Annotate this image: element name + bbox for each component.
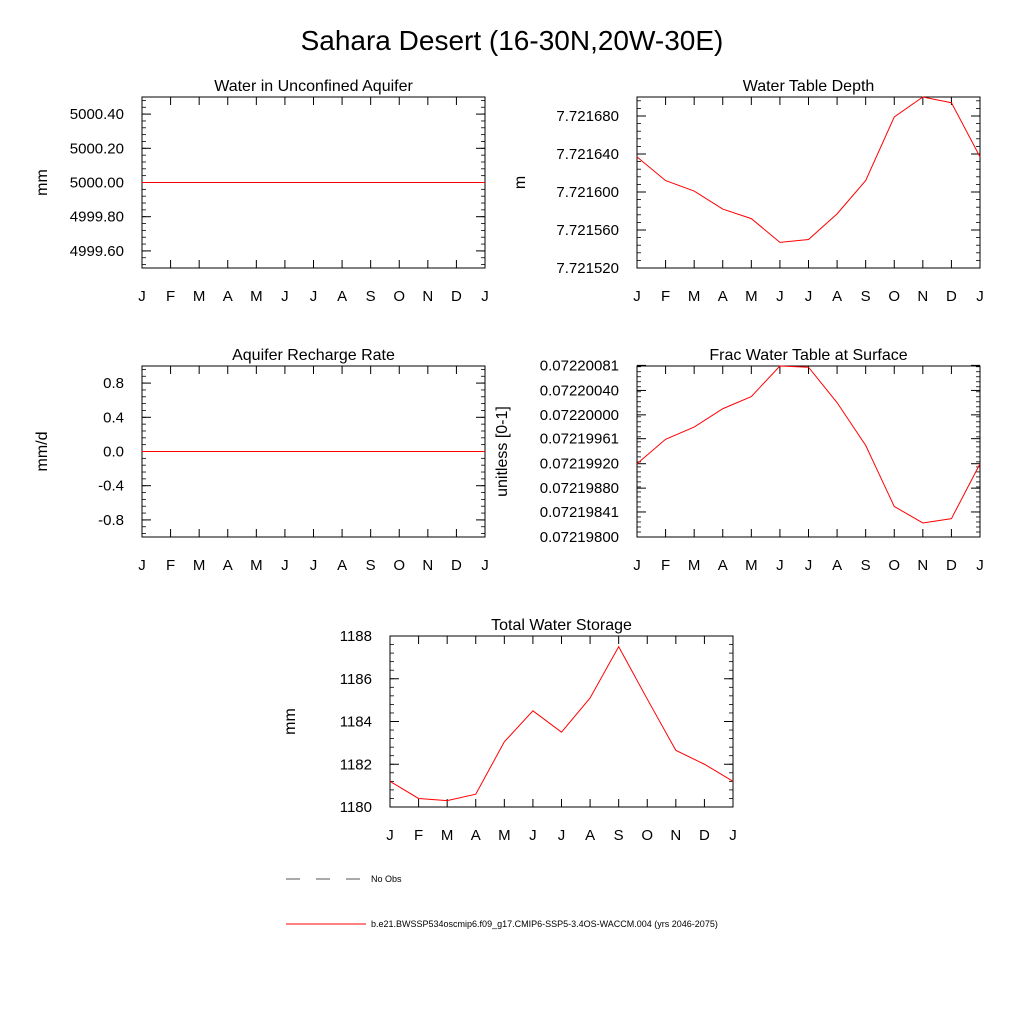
x-tick-label: F — [660, 288, 671, 305]
plot-frame — [390, 636, 733, 807]
x-tick-label: D — [698, 827, 710, 844]
x-tick-label: M — [192, 557, 206, 574]
x-tick-label: N — [917, 288, 929, 305]
x-tick-label: S — [365, 288, 376, 305]
y-tick-label: 1184 — [339, 713, 372, 731]
y-tick-label: 0.07220000 — [539, 406, 619, 424]
y-tick-label: 7.721600 — [556, 184, 619, 201]
x-tick-label: O — [888, 288, 901, 305]
x-tick-label: A — [717, 557, 728, 574]
x-tick-label: N — [917, 557, 929, 574]
x-tick-label: J — [309, 557, 318, 574]
x-tick-label: J — [633, 557, 641, 574]
x-tick-label: J — [804, 557, 813, 574]
y-tick-label: 0.07219920 — [539, 455, 619, 473]
y-tick-label: 4999.60 — [69, 242, 124, 260]
y-axis-label: mm — [34, 169, 51, 196]
x-tick-label: D — [450, 557, 462, 574]
x-tick-label: M — [745, 288, 758, 305]
chart-panel — [34, 347, 489, 574]
x-tick-label: N — [422, 288, 434, 305]
y-tick-label: 7.721520 — [556, 260, 619, 277]
y-tick-label: 5000.40 — [69, 106, 124, 124]
legend-model-label: b.e21.BWSSP534oscmip6.f09_g17.CMIP6-SSP5-3.4OS-WACCM.004 (yrs 2046-2075) — [371, 919, 718, 929]
y-tick-label: 0.07219880 — [539, 480, 619, 498]
series-line — [637, 366, 980, 523]
x-tick-label: F — [165, 288, 176, 305]
chart-panel — [34, 78, 489, 305]
y-tick-label: 0.0 — [103, 443, 124, 461]
y-axis-label: mm/d — [34, 431, 51, 472]
x-tick-label: M — [250, 557, 263, 574]
y-tick-label: 7.721640 — [556, 146, 619, 163]
x-tick-label: M — [745, 557, 758, 574]
plot-frame — [637, 97, 980, 268]
y-axis-label: mm — [282, 708, 299, 735]
x-tick-label: M — [687, 557, 701, 574]
x-tick-label: F — [165, 557, 176, 574]
x-tick-label: A — [337, 288, 348, 305]
x-tick-label: N — [422, 557, 434, 574]
x-tick-label: J — [776, 288, 784, 305]
x-tick-label: S — [365, 557, 376, 574]
x-tick-label: A — [585, 827, 596, 844]
chart-title: Frac Water Table at Surface — [709, 347, 908, 364]
x-tick-label: J — [529, 827, 537, 844]
x-tick-label: A — [222, 288, 233, 305]
x-tick-label: N — [670, 827, 682, 844]
x-tick-label: J — [557, 827, 566, 844]
y-tick-label: 0.07219841 — [539, 503, 619, 521]
x-tick-label: A — [470, 827, 481, 844]
x-tick-label: O — [641, 827, 654, 844]
chart-title: Water Table Depth — [742, 78, 875, 95]
chart-title: Aquifer Recharge Rate — [232, 347, 395, 364]
x-tick-label: O — [888, 557, 901, 574]
series-line — [637, 97, 980, 242]
x-tick-label: A — [337, 557, 348, 574]
y-tick-label: 5000.00 — [69, 174, 124, 192]
x-tick-label: J — [729, 827, 737, 844]
x-tick-label: J — [281, 557, 289, 574]
y-tick-label: 4999.80 — [69, 208, 124, 226]
x-tick-label: J — [386, 827, 394, 844]
x-tick-label: M — [498, 827, 511, 844]
x-tick-label: J — [976, 288, 984, 305]
x-tick-label: J — [481, 557, 489, 574]
x-tick-label: O — [393, 288, 406, 305]
chart-panel — [282, 617, 737, 844]
x-tick-label: J — [309, 288, 318, 305]
x-tick-label: J — [138, 557, 146, 574]
x-tick-label: D — [945, 557, 957, 574]
y-tick-label: 1186 — [339, 670, 372, 688]
legend-obs-label: No Obs — [371, 874, 402, 884]
y-tick-label: -0.8 — [98, 511, 124, 529]
y-tick-label: 7.721560 — [556, 222, 619, 239]
y-tick-label: 1180 — [339, 799, 372, 816]
y-tick-label: 0.07220040 — [539, 382, 619, 400]
chart-title: Water in Unconfined Aquifer — [214, 78, 413, 95]
y-tick-label: 0.07219961 — [539, 430, 619, 448]
x-tick-label: M — [440, 827, 454, 844]
chart-panel — [512, 78, 984, 305]
y-tick-label: 0.07220081 — [539, 357, 619, 375]
y-tick-label: 1188 — [339, 628, 372, 645]
y-tick-label: 0.07219800 — [539, 529, 619, 546]
page-title: Sahara Desert (16-30N,20W-30E) — [300, 25, 724, 56]
legend — [286, 874, 718, 929]
x-tick-label: M — [250, 288, 263, 305]
x-tick-label: S — [860, 557, 871, 574]
x-tick-label: O — [393, 557, 406, 574]
y-tick-label: -0.4 — [98, 477, 124, 495]
y-tick-label: 0.8 — [103, 375, 124, 393]
x-tick-label: J — [776, 557, 784, 574]
x-tick-label: A — [832, 557, 843, 574]
x-tick-label: J — [976, 557, 984, 574]
x-tick-label: M — [687, 288, 701, 305]
x-tick-label: D — [945, 288, 957, 305]
x-tick-label: S — [613, 827, 624, 844]
y-axis-label: unitless [0-1] — [494, 406, 511, 497]
x-tick-label: J — [138, 288, 146, 305]
x-tick-label: A — [222, 557, 233, 574]
x-tick-label: F — [413, 827, 424, 844]
x-tick-label: A — [832, 288, 843, 305]
y-tick-label: 1182 — [339, 756, 372, 774]
plot-frame — [637, 366, 980, 537]
x-tick-label: M — [192, 288, 206, 305]
x-tick-label: J — [481, 288, 489, 305]
chart-panel — [494, 347, 984, 574]
y-tick-label: 0.4 — [103, 409, 124, 427]
x-tick-label: J — [281, 288, 289, 305]
x-tick-label: D — [450, 288, 462, 305]
chart-title: Total Water Storage — [491, 617, 632, 634]
x-tick-label: J — [804, 288, 813, 305]
y-tick-label: 7.721680 — [556, 108, 619, 125]
y-axis-label: m — [512, 175, 529, 190]
series-line — [390, 647, 733, 801]
x-tick-label: A — [717, 288, 728, 305]
x-tick-label: J — [633, 288, 641, 305]
y-tick-label: 5000.20 — [69, 140, 124, 158]
x-tick-label: F — [660, 557, 671, 574]
x-tick-label: S — [860, 288, 871, 305]
